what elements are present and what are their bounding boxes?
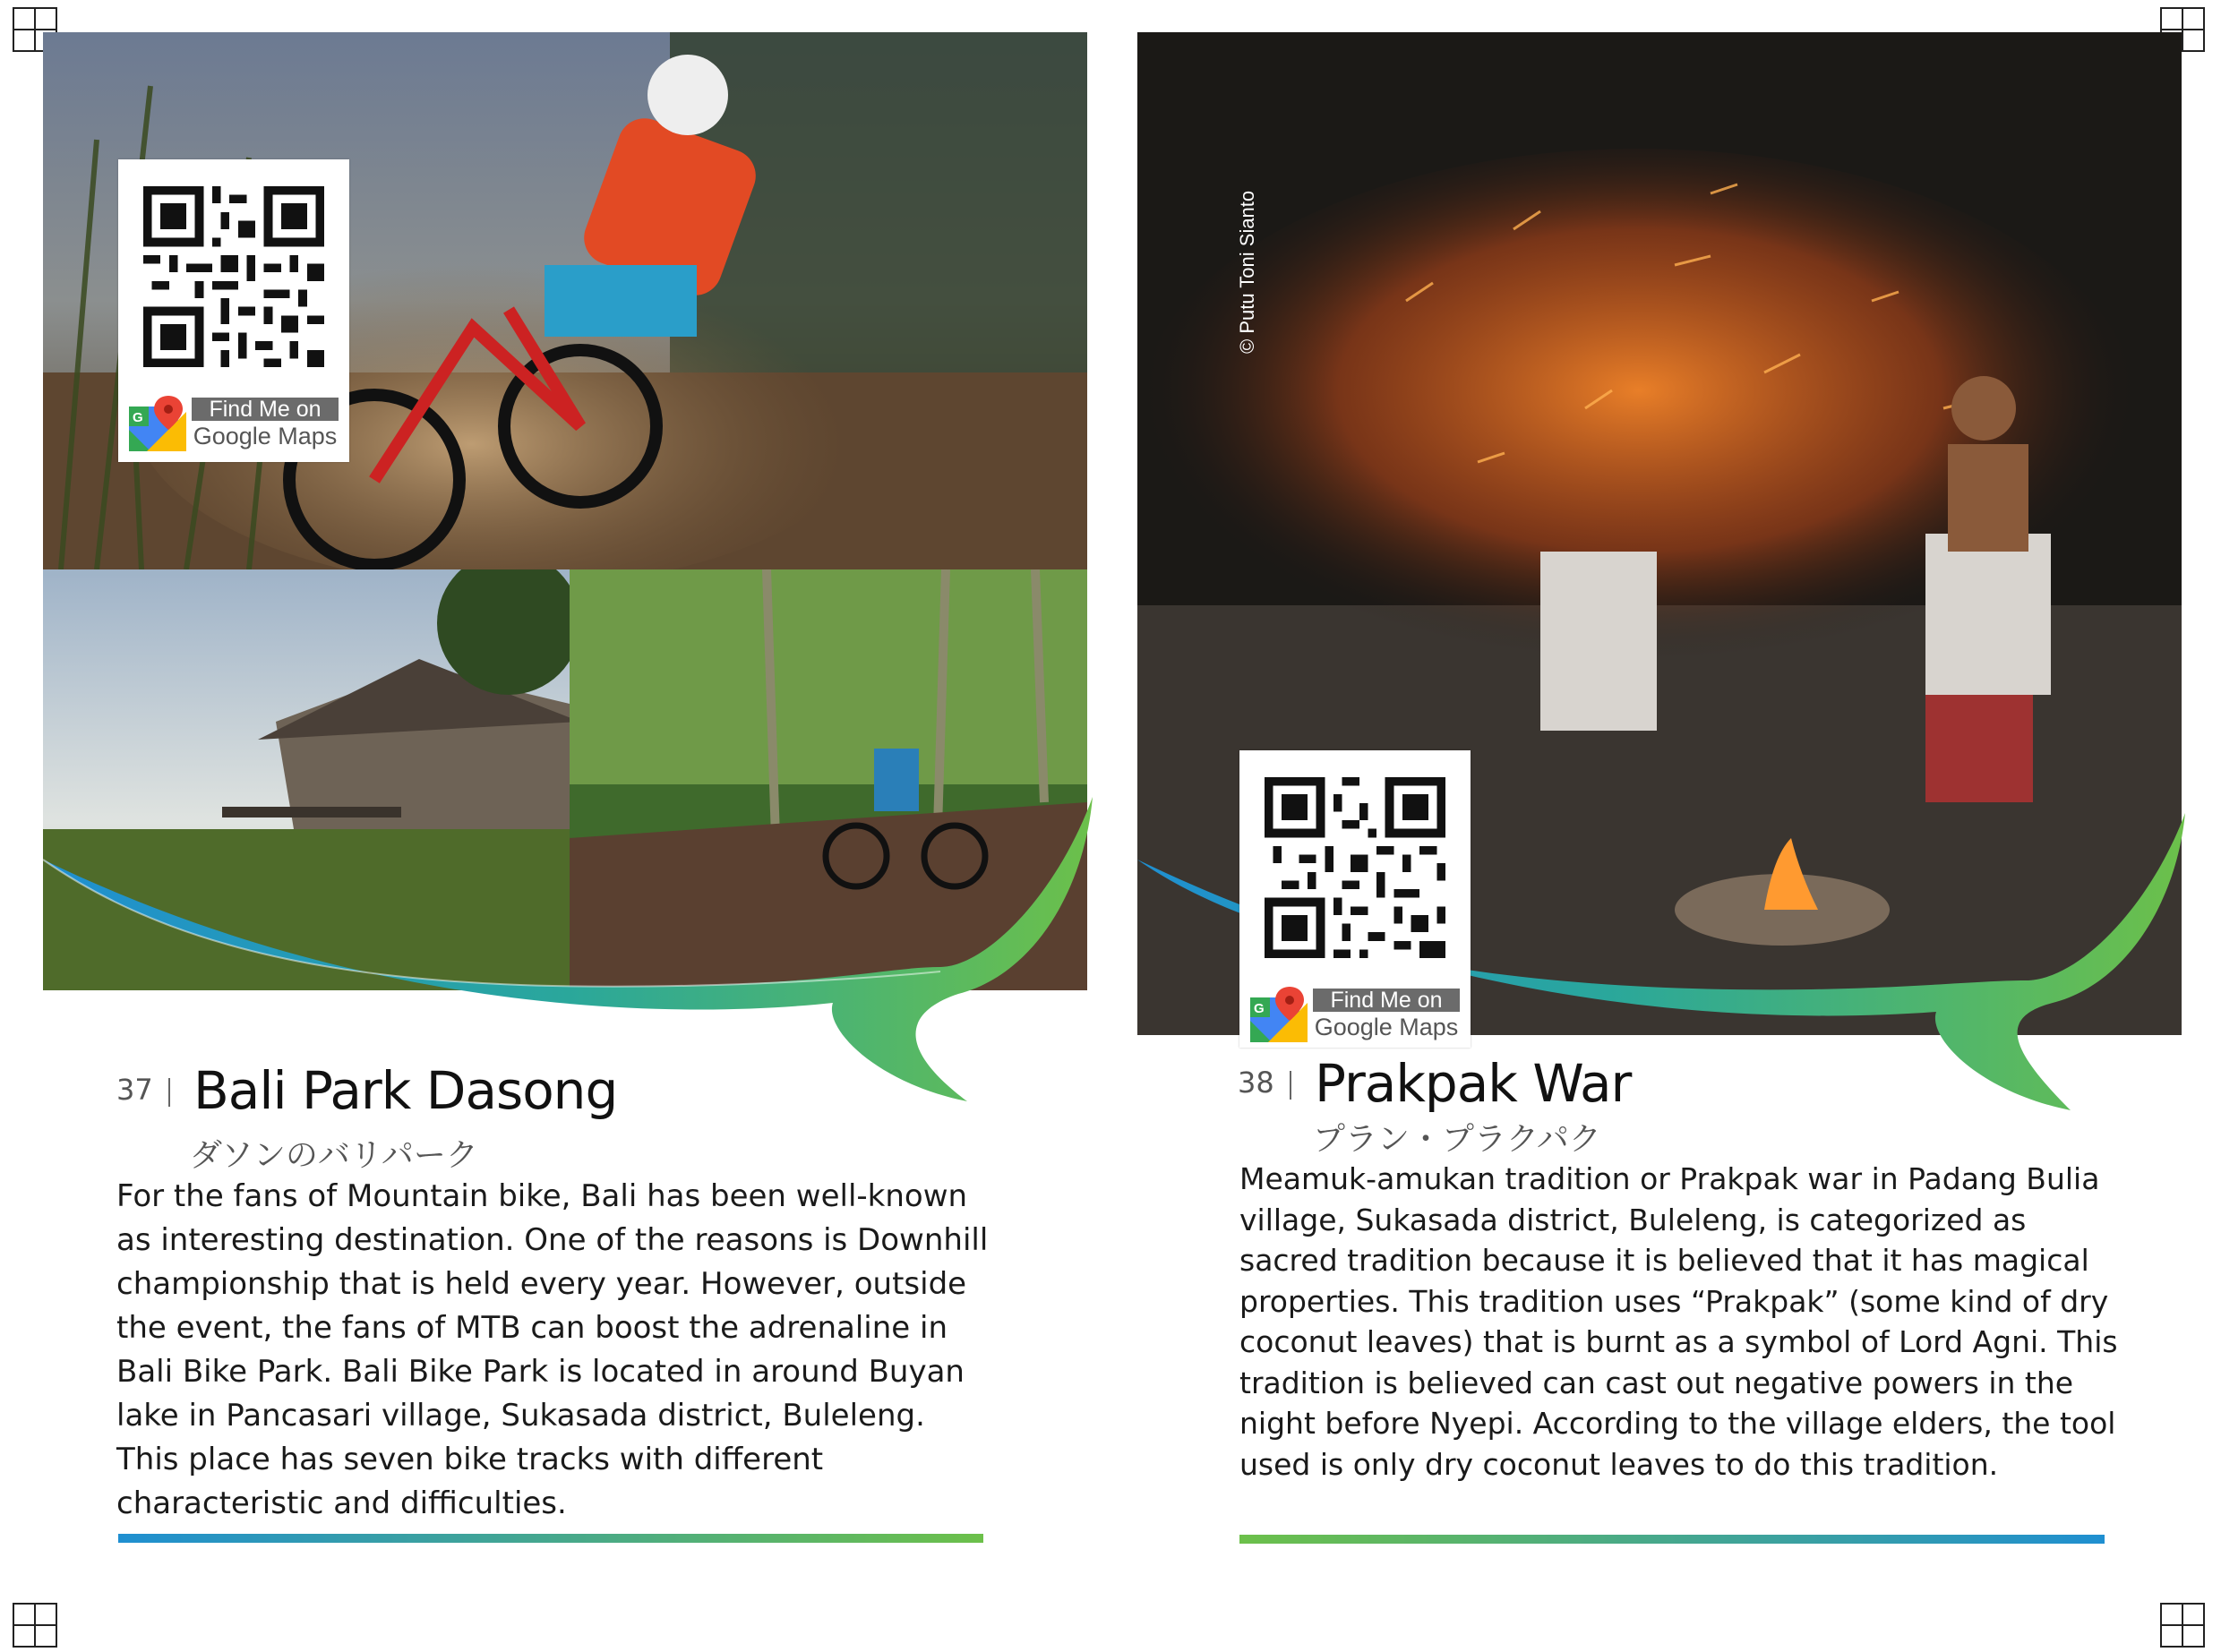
entry-number: 37: [116, 1073, 153, 1107]
qr-code-icon: [1265, 777, 1445, 958]
google-maps-pin-icon: [129, 394, 186, 451]
entry-body: For the fans of Mountain bike, Bali has been well-known as interesting destination. One of the reasons is Downhill championship that is held every year. However, outside the event, the fans of MTB can boost the adrenaline in Bali Bike Park. Bali Bike Park is located in around Buyan lake in Pancasari village, Sukasada district, Buleleng. This place has seven bike tracks with different characteristic and difficulties.: [116, 1178, 989, 1521]
entry-body: Meamuk-amukan tradition or Prakpak war in Padang Bulia village, Sukasada district, Buleleng, is categorized as sacred tradition because it is believed that it has magical properties. This tradition uses “Prakpak” (some kind of dry coconut leaves) that is burnt as a symbol of Lord Agni. This tradition is believed can cast out negative powers in the night before Nyepi. According to the village elders, the tool used is only dry coconut leaves to do this tradition.: [1239, 1161, 2118, 1482]
entry-subtitle-jp: ダソンのバリパーク: [190, 1137, 478, 1174]
entry-title: Prakpak War: [1315, 1053, 1632, 1114]
entry-subtitle-jp: プラン・プラクパク: [1313, 1121, 1601, 1158]
google-maps-badge[interactable]: [129, 394, 340, 451]
entry-number: 38: [1238, 1066, 1274, 1100]
maps-badge-line1: Find Me on: [192, 398, 339, 421]
svg-text:G: G: [133, 410, 143, 425]
google-maps-pin-icon: [1250, 985, 1308, 1042]
crop-mark-bottom-right: [2160, 1603, 2207, 1649]
left-qr-card[interactable]: [118, 159, 349, 462]
right-qr-card[interactable]: [1239, 750, 1471, 1048]
photo-credit: © Putu Toni Sianto: [1236, 190, 1258, 354]
maps-badge-line1: Find Me on: [1313, 989, 1460, 1012]
entry-title: Bali Park Dasong: [193, 1060, 618, 1121]
crop-mark-bottom-left: [13, 1603, 59, 1649]
right-footer-rule: [1239, 1535, 2105, 1544]
maps-badge-line2: Google Maps: [193, 423, 338, 449]
svg-text:G: G: [1254, 1001, 1265, 1016]
number-separator: [1290, 1071, 1291, 1100]
maps-badge-line2: Google Maps: [1314, 1014, 1459, 1040]
number-separator: [168, 1078, 170, 1107]
left-footer-rule: [118, 1534, 983, 1543]
google-maps-badge[interactable]: [1250, 985, 1462, 1042]
qr-code-icon: [143, 186, 324, 367]
